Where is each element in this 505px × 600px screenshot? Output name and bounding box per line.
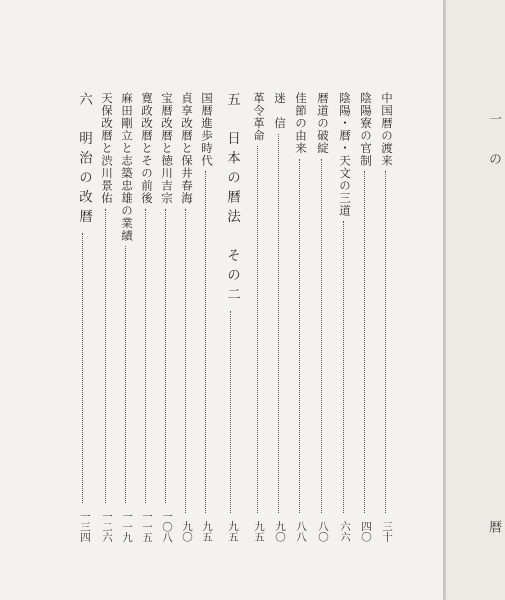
toc-entry-title: 陰陽寮の官制 <box>359 92 373 167</box>
leader-dots <box>230 311 231 514</box>
toc-entry <box>271 92 285 542</box>
toc-entry-page: 一三四 <box>79 510 91 542</box>
toc-entry <box>336 92 350 542</box>
toc-entry-page: 一一九 <box>121 510 133 542</box>
toc-entry <box>314 92 328 542</box>
next-page-glyph: の <box>486 152 501 167</box>
leader-dots <box>321 159 322 514</box>
toc-entry-title: 麻田剛立と志築忠雄の業績 <box>120 92 134 242</box>
toc-entry-page: 八〇 <box>317 521 329 542</box>
leader-dots <box>385 171 386 513</box>
leader-dots <box>105 209 106 503</box>
next-page-glyph: 暦 <box>486 520 501 535</box>
leader-dots <box>299 159 300 514</box>
toc-entry-title: 迷 信 <box>273 92 287 130</box>
toc-entry-title: 佳節の由来 <box>294 92 308 155</box>
toc-entry-page: 九〇 <box>274 521 286 542</box>
toc-entry-page: 一〇八 <box>161 510 173 542</box>
toc-entry <box>198 92 212 542</box>
toc-entry <box>178 92 192 542</box>
toc-entry-page: 三十 <box>381 521 393 542</box>
leader-dots <box>82 233 83 503</box>
toc-entry <box>158 92 172 542</box>
toc-entry <box>292 92 306 542</box>
toc-entry-page: 九五 <box>201 521 213 542</box>
leader-dots <box>257 146 258 513</box>
toc-entry <box>118 92 132 542</box>
next-page-glyph: 一 <box>486 112 501 127</box>
toc-entry-page: 九五 <box>253 521 265 542</box>
leader-dots <box>343 221 344 513</box>
toc-entry-title: 中国暦の渡来 <box>380 92 394 167</box>
leader-dots <box>125 246 126 503</box>
toc-entry-page: 九五 <box>227 521 239 542</box>
leader-dots <box>185 209 186 514</box>
toc-entry <box>250 92 264 542</box>
toc-entry-title: 暦道の破綻 <box>316 92 330 155</box>
next-page-edge <box>446 0 505 600</box>
toc-entry-title: 国暦進歩時代 <box>200 92 214 167</box>
toc-entry-title: 陰陽・暦・天文の三道 <box>338 92 352 217</box>
toc-entry-title: 寛政改暦とその前後 <box>140 92 154 205</box>
leader-dots <box>278 134 279 514</box>
toc-entry-page: 四〇 <box>360 521 372 542</box>
leader-dots <box>165 209 166 503</box>
toc-entry-page: 九〇 <box>181 521 193 542</box>
toc-entry <box>222 92 238 542</box>
toc-entry-title: 六 明治の改暦 <box>76 92 92 229</box>
toc-entry-page: 八八 <box>295 521 307 542</box>
toc-entry <box>138 92 152 542</box>
toc-entry-title: 革令革命 <box>252 92 266 142</box>
toc-entry-title: 五 日本の暦法 その二 <box>224 92 240 307</box>
toc-entry-page: 一二六 <box>101 510 113 542</box>
leader-dots <box>205 171 206 513</box>
toc-entry <box>74 92 90 542</box>
leader-dots <box>364 171 365 513</box>
toc-entry-page: 六六 <box>339 521 351 542</box>
toc-entry <box>357 92 371 542</box>
toc-entry <box>378 92 392 542</box>
toc-entry-title: 貞享改暦と保井春海 <box>180 92 194 205</box>
toc-entry <box>98 92 112 542</box>
toc-entry-page: 一一五 <box>141 510 153 542</box>
leader-dots <box>145 209 146 503</box>
toc-entry-title: 天保改暦と渋川景佑 <box>100 92 114 205</box>
toc-entry-title: 宝暦改暦と徳川吉宗 <box>160 92 174 205</box>
